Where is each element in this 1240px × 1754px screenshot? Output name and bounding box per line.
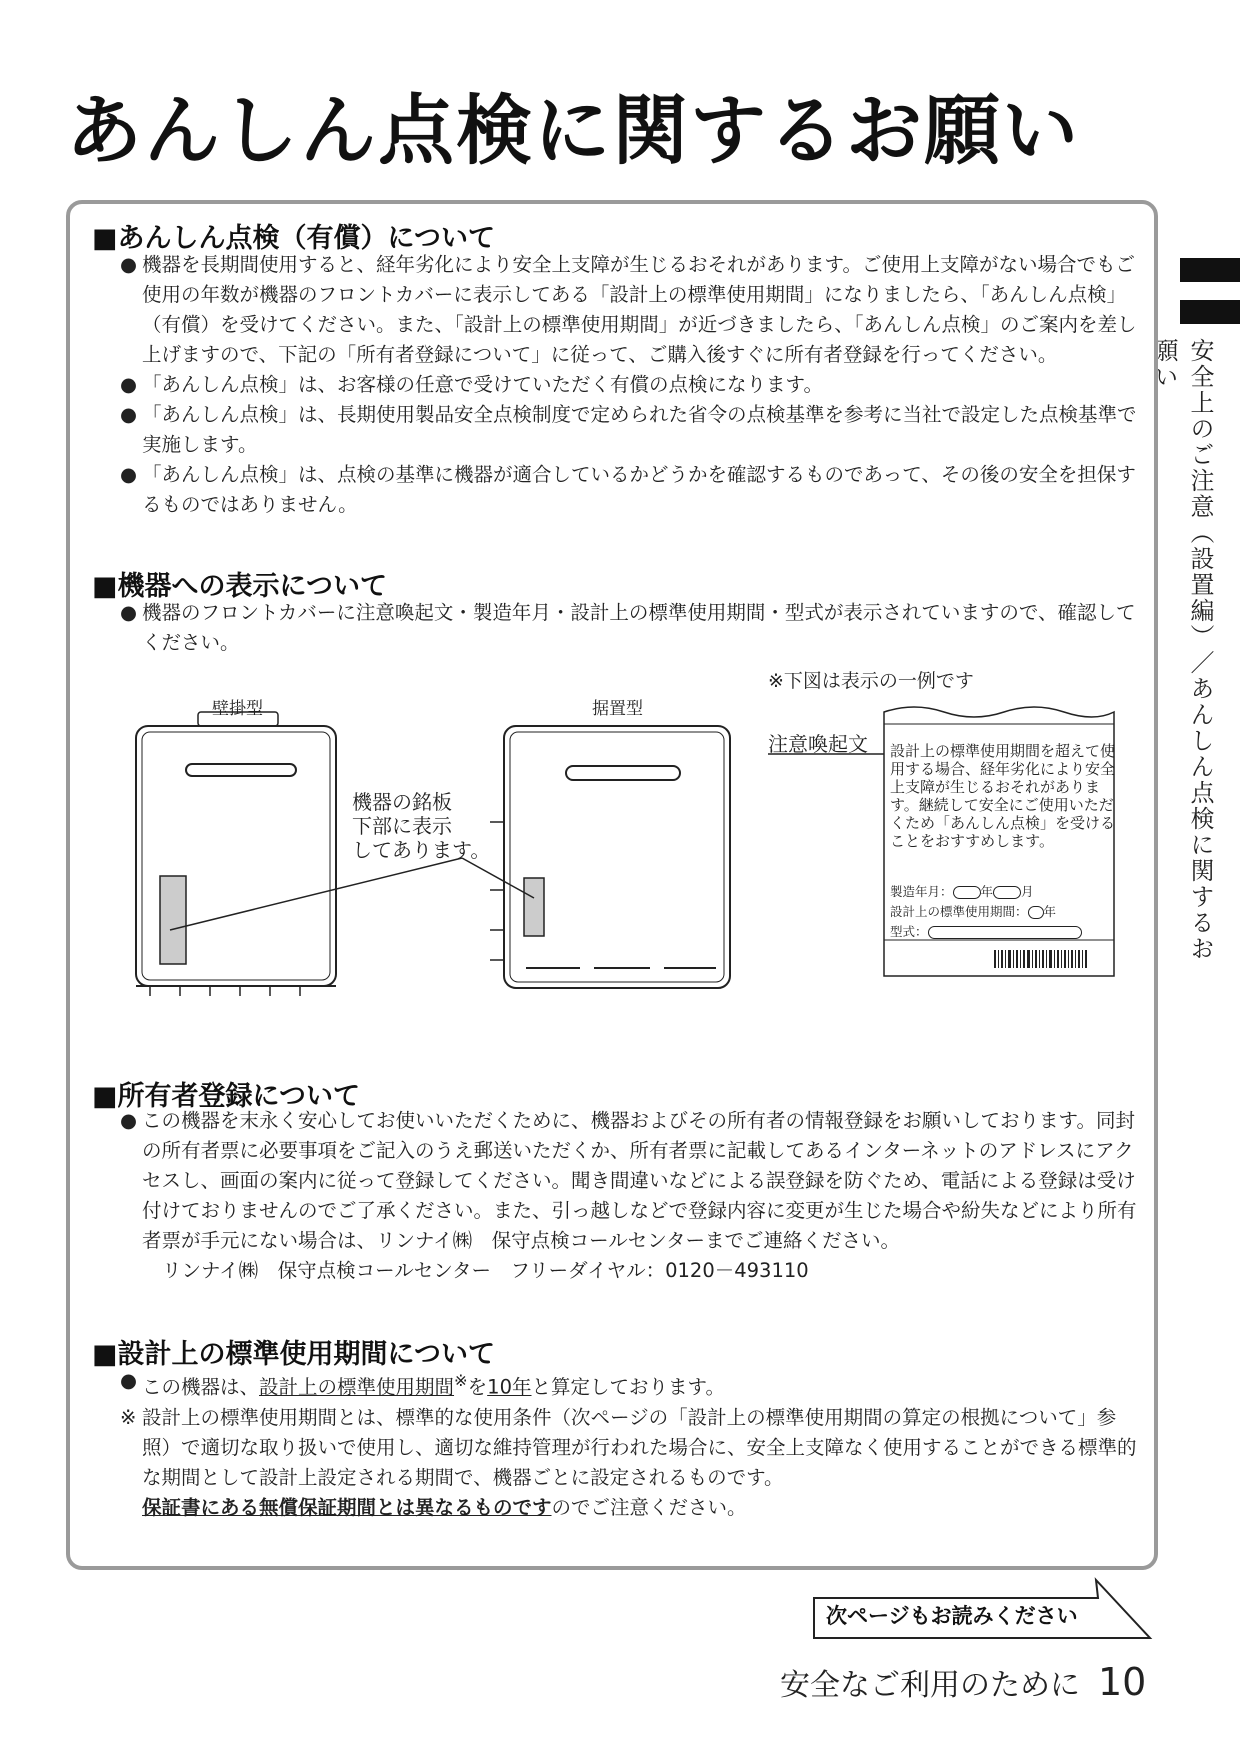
leader-line-floor xyxy=(462,858,534,898)
list-item: ● 機器を長期間使用すると、経年劣化により安全上支障が生じるおそれがあります。ご使用上支障がない場合でもご使用の年数が機器のフロントカバーに表示してある「設計上の標準使用期間」になりましたら、「あんしん点検」（有償）を受けてください。また、「設計上の標準使用期間」が近づきましたら、「あんしん点検」のご案内を差し上げますので、下記の「所有者登録について」に従って、ご購入後すぐに所有者登録を行ってください。 xyxy=(92,250,1137,370)
call-center-contact: リンナイ㈱ 保守点検コールセンター フリーダイヤル：0120－493110 xyxy=(162,1259,809,1282)
footer-text: 安全なご利用のために xyxy=(780,1668,1080,1703)
usage-period-label: 設計上の標準使用期間： 年 xyxy=(890,904,1057,919)
list-item: ● 「あんしん点検」は、点検の基準に機器が適合しているかどうかを確認するものであって、その後の安全を担保するものではありません。 xyxy=(92,460,1137,520)
side-tab-label: 安全上のご注意（設置編）／あんしん点検に関するお願い xyxy=(1150,338,1214,962)
manufacture-date-label: 製造年月： 年 月 xyxy=(890,884,1034,899)
nameplate-note: 機器の銘板 下部に表示 してあります。 xyxy=(352,790,491,862)
floor-type-label: 据置型 xyxy=(592,699,643,719)
bullet-icon: ● xyxy=(120,373,138,396)
model-label: 型式： xyxy=(890,922,1082,940)
list-item: ● 「あんしん点検」は、長期使用製品安全点検制度で定められた省令の点検基準を参考に当社で設定した点検基準で実施します。 xyxy=(92,400,1137,460)
floor-unit-drawing xyxy=(490,726,730,988)
list-item: ● 「あんしん点検」は、お客様の任意で受けていただく有償の点検になります。 xyxy=(92,370,1137,400)
note-item: ※ 設計上の標準使用期間とは、標準的な使用条件（次ページの「設計上の標準使用期間の算定の根拠について」参照）で適切な取り扱いで使用し、適切な維持管理が行われた場合に、安全上支障なく使用することができる標準的な期間として設計上設定される期間で、機器ごとに設定されるものです。 xyxy=(92,1403,1137,1493)
year-box xyxy=(953,886,981,899)
wall-type-label: 壁掛型 xyxy=(212,699,263,719)
caution-label: 注意喚起文 xyxy=(768,732,868,756)
period-box xyxy=(1028,906,1044,919)
section-heading-registration: ■所有者登録について xyxy=(92,1081,360,1112)
page-title: あんしん点検に関するお願い xyxy=(66,86,1080,175)
section-usage-period-list xyxy=(92,1366,1137,1523)
section-heading-display: ■機器への表示について xyxy=(92,571,387,602)
list-item: ● この機器を末永く安心してお使いいただくために、機器およびその所有者の情報登録をお願いしております。同封の所有者票に必要事項をご記入のうえ郵送いただくか、所有者票に記載してあるインターネットのアドレスにアクセスし、画面の案内に従って登録してください。聞き間違いなどによる誤登録を防ぐため、電話による登録は受け付けておりませんのでご了承ください。また、引っ越しなどで登録内容に変更が生じた場合や紛失などにより所有者票が手元にない場合は、リンナイ㈱ 保守点検コールセンターまでご連絡ください。 xyxy=(92,1106,1137,1256)
list-item: ● 機器のフロントカバーに注意喚起文・製造年月・設計上の標準使用期間・型式が表示されていますので、確認してください。 xyxy=(92,598,1137,658)
month-box xyxy=(993,886,1021,899)
bullet-icon: ● xyxy=(120,463,138,486)
bullet-icon: ● xyxy=(120,403,138,426)
bullet-icon: ● xyxy=(120,253,138,276)
note-mark: ※ xyxy=(120,1405,137,1429)
section-heading-anshin: ■あんしん点検（有償）について xyxy=(92,223,495,254)
bullet-icon: ● xyxy=(120,1369,138,1392)
next-page-note: 次ページもお読みください xyxy=(826,1604,1078,1628)
section-heading-usage-period: ■設計上の標準使用期間について xyxy=(92,1339,495,1370)
leader-line-wall xyxy=(170,858,462,930)
warning-item: 保証書にある無償保証期間とは異なるものですのでご注意ください。 xyxy=(142,1495,747,1519)
page-number: 10 xyxy=(1098,1660,1147,1704)
caution-text: 設計上の標準使用期間を超えて使用する場合、経年劣化により安全上支障が生じるおそれがあります。継続して安全にご使用いただくため「あんしん点検」を受けることをおすすめします。 xyxy=(890,742,1116,850)
model-box xyxy=(928,926,1082,939)
bullet-icon: ● xyxy=(120,1109,138,1132)
bullet-icon: ● xyxy=(120,601,138,624)
page-footer xyxy=(780,1660,1146,1704)
figure-example-note: ※下図は表示の一例です xyxy=(768,670,974,692)
wall-unit-drawing xyxy=(136,712,336,996)
barcode-icon xyxy=(994,950,1087,968)
section-registration-list xyxy=(92,1106,1137,1256)
list-item: ● この機器は、設計上の標準使用期間※を10年と算定しております。 xyxy=(92,1366,1137,1403)
